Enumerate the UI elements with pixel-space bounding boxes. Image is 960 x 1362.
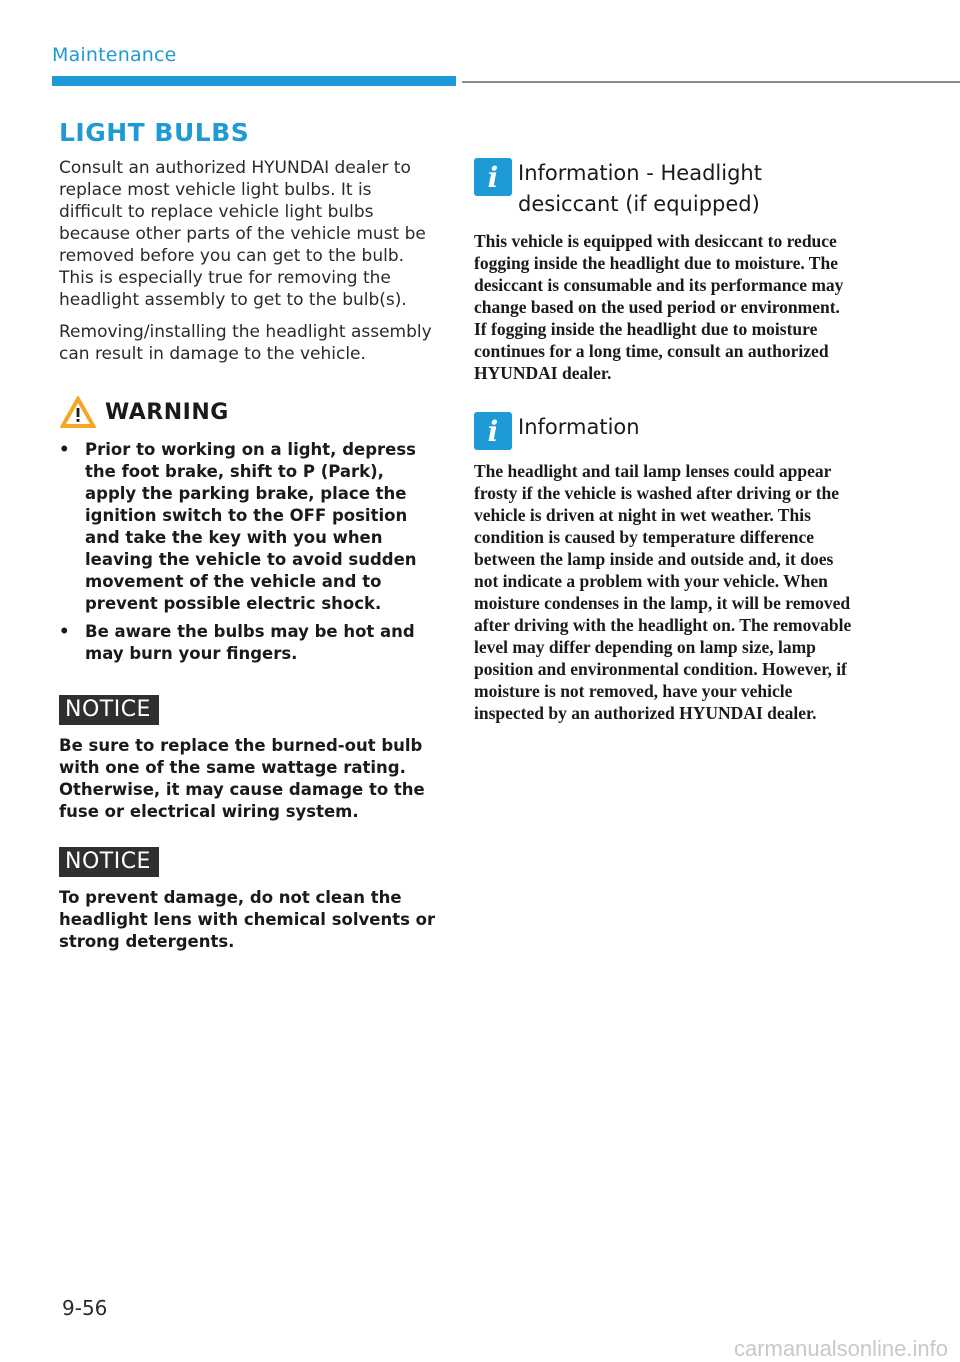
warning-item-text: Prior to working on a light, depress the foot brake, shift to P (Park), apply the parking brake, place the ignition switch to the OFF position and take the key with you when leaving the vehicle to avoid sudden movement of the vehicle and to prevent possible electric shock. — [85, 440, 417, 613]
left-column — [59, 118, 439, 953]
notice-text: Be sure to replace the burned-out bulb with one of the same wattage rating. Otherwise, it may cause damage to the fuse or electrical wiring system. — [59, 736, 425, 821]
header-rule — [462, 81, 960, 83]
info-text: The headlight and tail lamp lenses could appear frosty if the vehicle is washed after driving or the vehicle is driven at night in wet weather. This condition is caused by temperature difference between the lamp inside and outside and, it does not indicate a problem with your vehicle. When moisture condenses in the lamp, it will be removed after driving with the headlight on. The removable level may differ depending on lamp size, lamp position and environmental condition. However, if moisture is not removed, have your vehicle inspected by an authorized HYUNDAI dealer. — [474, 461, 852, 723]
info-icon: i — [474, 158, 512, 196]
right-column — [474, 158, 854, 752]
info-text: This vehicle is equipped with desiccant to reduce fogging inside the headlight due to moisture. The desiccant is consumable and its performance may change based on the used period or environment. If fogging inside the headlight due to moisture continues for a long time, consult an authorized HYUNDAI dealer. — [474, 231, 844, 383]
page-number: 9-56 — [62, 1296, 108, 1320]
warning-item — [59, 621, 439, 665]
warning-header — [59, 395, 439, 429]
notice-badge: NOTICE — [59, 695, 159, 725]
bullet-marker: • — [59, 440, 70, 459]
info-header — [474, 412, 854, 450]
notice-text: To prevent damage, do not clean the headlight lens with chemical solvents or strong detergents. — [59, 888, 436, 951]
intro-paragraph: Consult an authorized HYUNDAI dealer to replace most vehicle light bulbs. It is difficult to replace vehicle light bulbs because other parts of the vehicle must be removed before you can get to the bulb. This is especially true for removing the headlight assembly to get to the bulb(s). — [59, 158, 426, 310]
info-title: Information - Headlight desiccant (if equipped) — [518, 161, 762, 216]
info-icon: i — [474, 412, 512, 450]
info-title: Information — [518, 415, 640, 439]
warning-triangle-icon — [59, 395, 97, 429]
notice-badge: NOTICE — [59, 847, 159, 877]
bullet-marker: • — [59, 622, 70, 641]
watermark: carmanualsonline.info — [733, 1336, 948, 1361]
page-title: LIGHT BULBS — [59, 118, 250, 147]
warning-title: WARNING — [105, 399, 229, 425]
warning-item — [59, 439, 439, 615]
warning-item-text: Be aware the bulbs may be hot and may burn your fingers. — [85, 622, 415, 663]
info-header — [474, 158, 854, 220]
warning-list — [59, 439, 439, 665]
section-header: Maintenance — [52, 44, 177, 66]
header-accent-bar — [52, 76, 456, 86]
caution-paragraph: Removing/installing the headlight assembly can result in damage to the vehicle. — [59, 322, 432, 364]
